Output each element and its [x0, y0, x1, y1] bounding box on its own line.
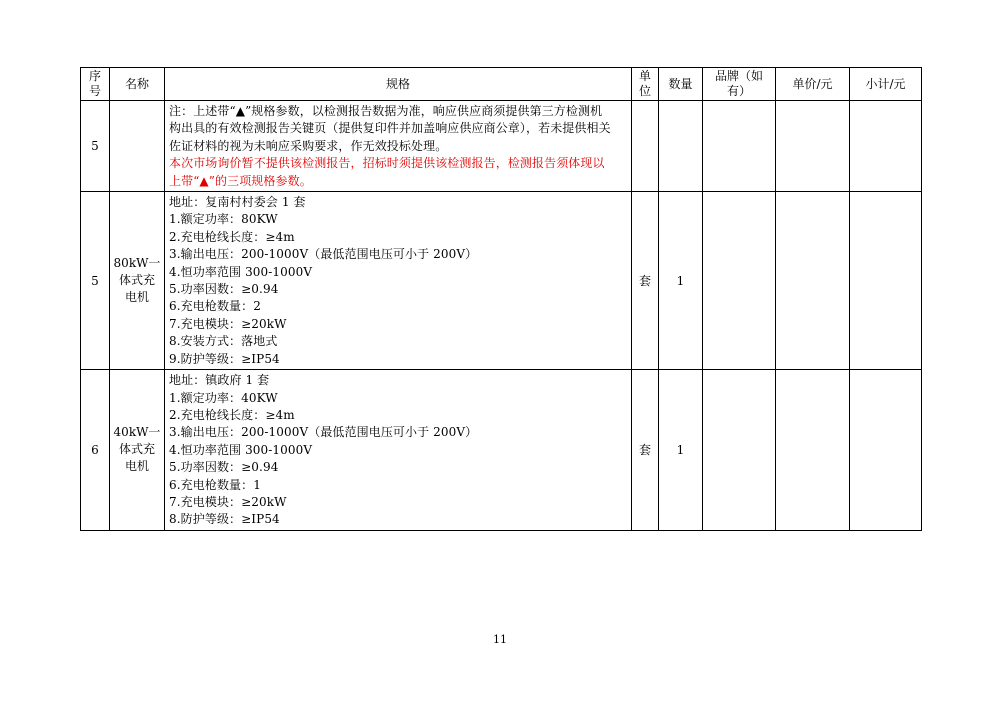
spec-line: 8.安装方式：落地式 [169, 334, 278, 349]
spec-line: 7.充电模块：≥20kW [169, 494, 287, 509]
spec-line: 5.功率因数：≥0.94 [169, 282, 279, 297]
procurement-spec-table [80, 67, 922, 531]
cell-seq: 5 [81, 101, 110, 192]
spec-line: 3.输出电压：200-1000V（最低范围电压可小于 200V） [169, 247, 478, 262]
spec-line: 8.防护等级：≥IP54 [169, 512, 280, 527]
table-row [81, 101, 922, 192]
header-subtotal: 小计/元 [850, 68, 922, 101]
cell-qty: 1 [659, 192, 703, 370]
cell-subtotal [850, 192, 922, 370]
cell-qty [659, 101, 703, 192]
cell-price [776, 101, 850, 192]
cell-name [110, 370, 165, 531]
cell-seq: 5 [81, 192, 110, 370]
header-brand-line-1: 品牌（如 [714, 69, 763, 83]
cell-spec [165, 192, 632, 370]
spec-line: 5.功率因数：≥0.94 [169, 460, 279, 475]
table-header-row [81, 68, 922, 101]
page-number: 11 [493, 633, 507, 646]
name-line: 80kW一 [113, 256, 161, 271]
name-line: 体式充 [118, 442, 155, 457]
cell-unit [632, 101, 659, 192]
spec-line: 地址：复南村村委会 1 套 [169, 195, 306, 210]
cell-name [110, 101, 165, 192]
header-spec: 规格 [165, 68, 632, 101]
name-line: 体式充 [118, 273, 155, 288]
cell-name [110, 192, 165, 370]
cell-unit: 套 [632, 192, 659, 370]
cell-qty: 1 [659, 370, 703, 531]
spec-line: 2.充电枪线长度：≥4m [169, 229, 295, 244]
spec-note-red: 上带“▲”的三项规格参数。 [169, 173, 312, 188]
cell-seq: 6 [81, 370, 110, 531]
cell-subtotal [850, 370, 922, 531]
spec-line: 9.防护等级：≥IP54 [169, 351, 280, 366]
header-seq-line-2: 号 [88, 84, 101, 98]
header-seq-line-1: 序 [88, 69, 101, 83]
header-unit-line-1: 单 [638, 69, 651, 83]
cell-subtotal [850, 101, 922, 192]
spec-line: 构出具的有效检测报告关键页（提供复印件并加盖响应供应商公章），若未提供相关 [169, 121, 611, 136]
spec-note-red: 本次市场询价暂不提供该检测报告，招标时须提供该检测报告，检测报告须体现以 [169, 156, 605, 171]
spec-line: 6.充电枪数量：1 [169, 477, 261, 492]
header-brand [703, 68, 776, 101]
spec-line: 3.输出电压：200-1000V（最低范围电压可小于 200V） [169, 425, 478, 440]
spec-line: 4.恒功率范围 300-1000V [169, 442, 313, 457]
spec-line: 佐证材料的视为未响应采购要求，作无效投标处理。 [169, 138, 448, 153]
cell-unit: 套 [632, 370, 659, 531]
cell-spec [165, 101, 632, 192]
header-seq [81, 68, 110, 101]
cell-spec [165, 370, 632, 531]
spec-line: 2.充电枪线长度：≥4m [169, 407, 295, 422]
spec-line: 6.充电枪数量：2 [169, 299, 261, 314]
header-qty: 数量 [659, 68, 703, 101]
spec-line: 1.额定功率：80KW [169, 212, 278, 227]
spec-line: 地址：镇政府 1 套 [169, 373, 270, 388]
name-line: 40kW一 [113, 425, 161, 440]
name-line: 电机 [124, 459, 149, 474]
spec-line: 1.额定功率：40KW [169, 390, 278, 405]
cell-brand [703, 192, 776, 370]
cell-brand [703, 101, 776, 192]
cell-price [776, 192, 850, 370]
table-body [81, 101, 922, 531]
header-unit-line-2: 位 [638, 84, 651, 98]
header-brand-line-2: 有） [726, 84, 751, 98]
table-row [81, 370, 922, 531]
name-line: 电机 [124, 290, 149, 305]
table-row [81, 192, 922, 370]
header-unit [632, 68, 659, 101]
header-name: 名称 [110, 68, 165, 101]
cell-price [776, 370, 850, 531]
header-price: 单价/元 [776, 68, 850, 101]
spec-line: 7.充电模块：≥20kW [169, 316, 287, 331]
spec-line: 4.恒功率范围 300-1000V [169, 264, 313, 279]
cell-brand [703, 370, 776, 531]
spec-line: 注：上述带“▲”规格参数，以检测报告数据为准，响应供应商须提供第三方检测机 [169, 104, 603, 118]
